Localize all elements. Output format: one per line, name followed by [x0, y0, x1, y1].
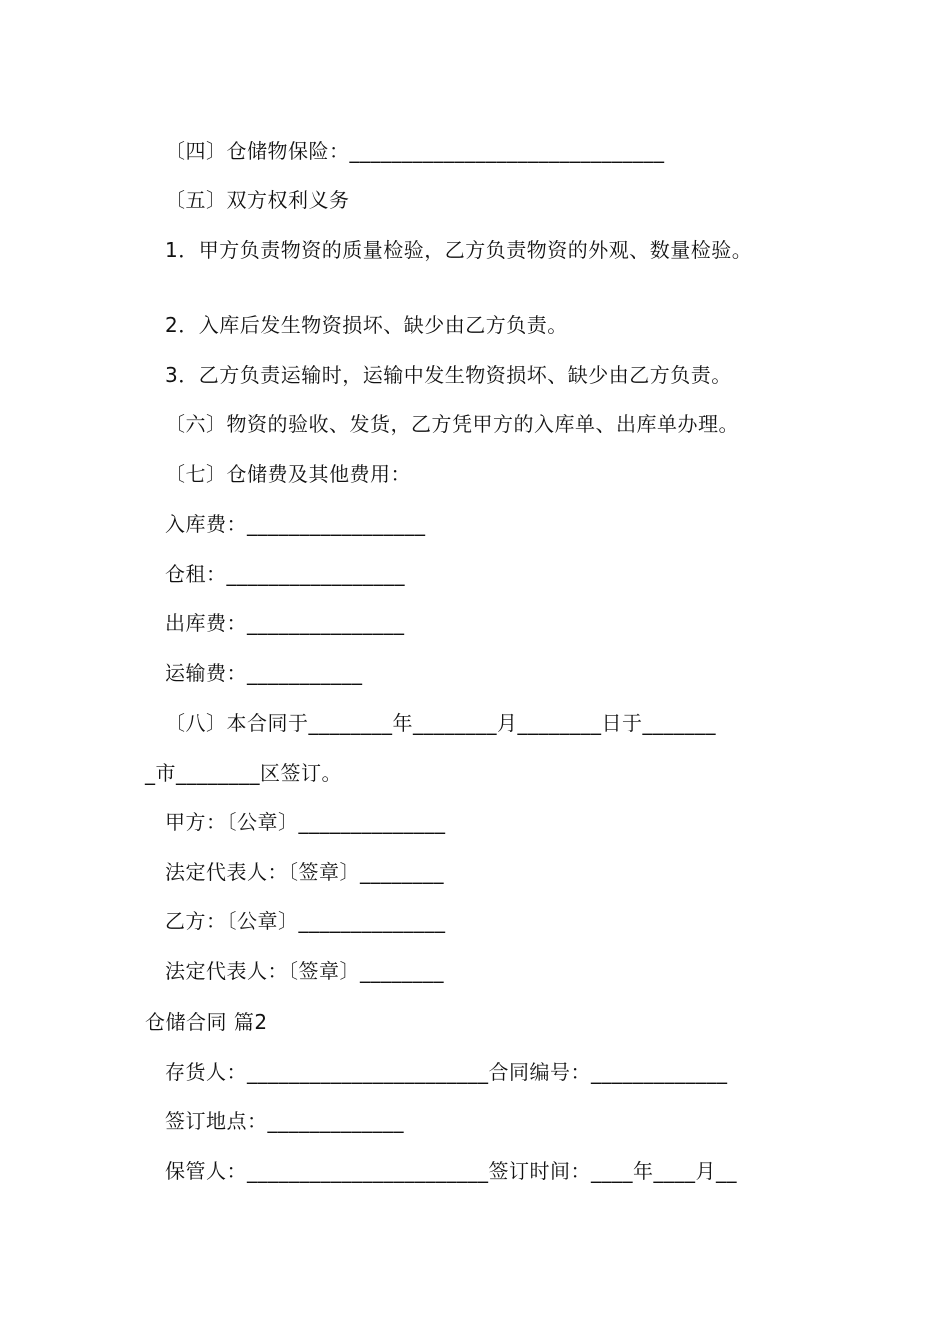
clause-5-item-3: 3．乙方负责运输时，运输中发生物资损坏、缺少由乙方负责。: [165, 363, 732, 387]
fee-outbound: 出库费：_______________: [165, 611, 405, 635]
clause-5-item-1: 1．甲方负责物资的质量检验，乙方负责物资的外观、数量检验。: [165, 238, 753, 262]
fee-inbound: 入库费：_________________: [165, 512, 426, 536]
party-b-seal: 乙方：〔公章〕______________: [165, 909, 446, 933]
fee-rent: 仓租：_________________: [165, 562, 405, 586]
party-a-representative: 法定代表人：〔签章〕________: [165, 860, 444, 884]
section-title: 仓储合同 篇2: [145, 1010, 268, 1034]
clause-5-item-2: 2．入库后发生物资损坏、缺少由乙方负责。: [165, 313, 568, 337]
clause-8-date: 〔八〕本合同于________年________月________日于_______: [165, 711, 716, 735]
custodian-signing-date: 保管人：_______________________签订时间：____年____月__: [165, 1159, 737, 1183]
clause-6: 〔六〕物资的验收、发货，乙方凭甲方的入库单、出库单办理。: [165, 412, 739, 436]
fee-transport: 运输费：___________: [165, 661, 363, 685]
clause-7-heading: 〔七〕仓储费及其他费用：: [165, 462, 411, 486]
clause-5-heading: 〔五〕双方权利义务: [165, 188, 350, 212]
clause-4-insurance: 〔四〕仓储物保险：______________________________: [165, 139, 665, 163]
signing-place: 签订地点：_____________: [165, 1109, 404, 1133]
party-a-seal: 甲方：〔公章〕______________: [165, 810, 446, 834]
clause-8-place: _市________区签订。: [145, 761, 342, 785]
party-b-representative: 法定代表人：〔签章〕________: [165, 959, 444, 983]
depositor-contract-no: 存货人：_______________________合同编号：_____________: [165, 1060, 728, 1084]
